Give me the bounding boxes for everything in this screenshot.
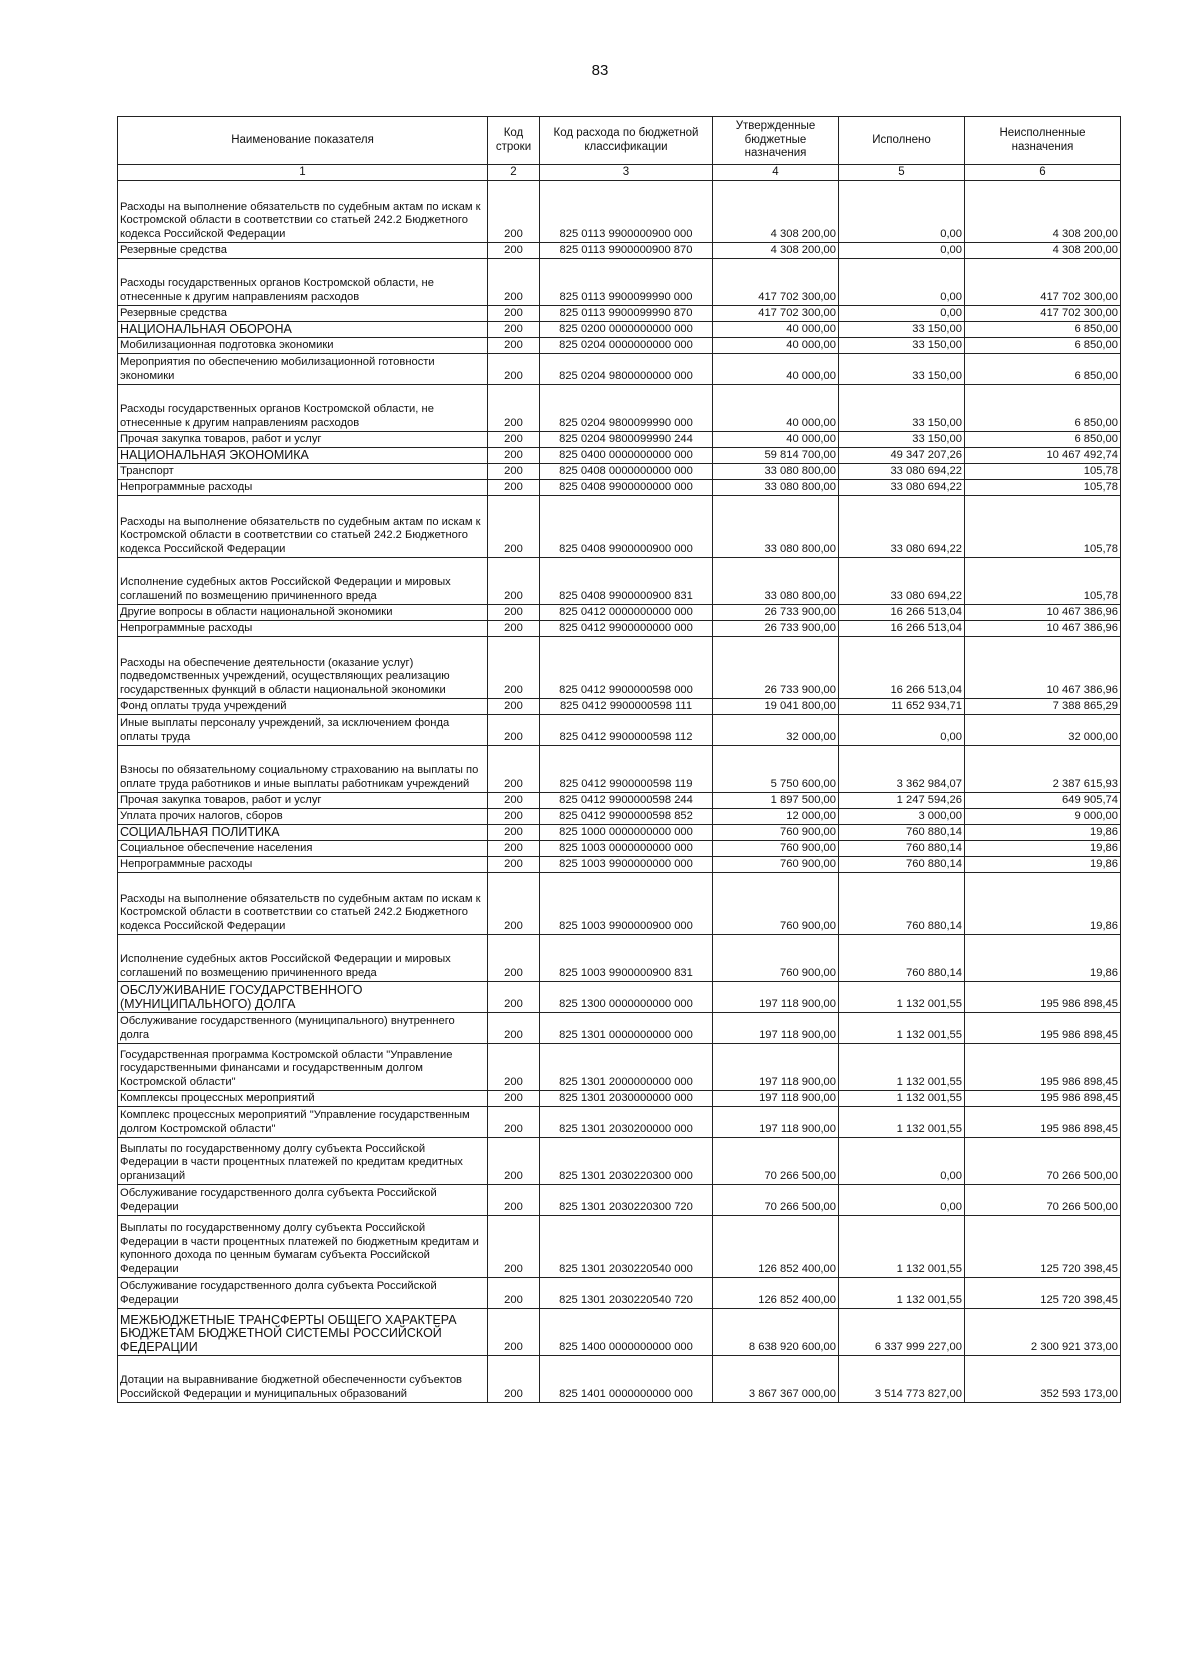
table-row	[118, 181, 1121, 243]
row-unexecuted-amount: 19,86	[965, 857, 1121, 873]
row-unexecuted-amount: 125 720 398,45	[965, 1278, 1121, 1309]
row-executed-amount: 0,00	[839, 715, 965, 746]
column-number: 6	[965, 165, 1121, 181]
row-executed-amount: 0,00	[839, 1185, 965, 1216]
row-name: Иные выплаты персоналу учреждений, за исключением фонда оплаты труда	[118, 715, 488, 746]
row-name: ОБСЛУЖИВАНИЕ ГОСУДАРСТВЕННОГО (МУНИЦИПАЛЬНОГО) ДОЛГА	[118, 982, 488, 1013]
row-unexecuted-amount: 105,78	[965, 464, 1121, 480]
table-row	[118, 432, 1121, 448]
table-row	[118, 306, 1121, 322]
row-name: Фонд оплаты труда учреждений	[118, 699, 488, 715]
row-line-code: 200	[488, 496, 540, 558]
table-row	[118, 935, 1121, 982]
row-name: Прочая закупка товаров, работ и услуг	[118, 432, 488, 448]
column-number: 3	[540, 165, 713, 181]
row-line-code: 200	[488, 181, 540, 243]
row-line-code: 200	[488, 809, 540, 825]
column-number: 4	[713, 165, 839, 181]
row-classification: 825 0113 9900000900 870	[540, 243, 713, 259]
row-approved-amount: 4 308 200,00	[713, 243, 839, 259]
table-row	[118, 1309, 1121, 1356]
row-classification: 825 0113 9900099990 000	[540, 259, 713, 306]
table-row	[118, 1044, 1121, 1091]
row-approved-amount: 197 118 900,00	[713, 1044, 839, 1091]
row-executed-amount: 33 080 694,22	[839, 558, 965, 605]
row-classification: 825 0412 9900000598 244	[540, 793, 713, 809]
row-executed-amount: 33 080 694,22	[839, 496, 965, 558]
row-approved-amount: 33 080 800,00	[713, 480, 839, 496]
row-unexecuted-amount: 105,78	[965, 558, 1121, 605]
row-approved-amount: 33 080 800,00	[713, 464, 839, 480]
table-row	[118, 243, 1121, 259]
row-executed-amount: 1 132 001,55	[839, 1044, 965, 1091]
row-classification: 825 0412 9900000598 119	[540, 746, 713, 793]
row-unexecuted-amount: 195 986 898,45	[965, 982, 1121, 1013]
row-unexecuted-amount: 10 467 386,96	[965, 637, 1121, 699]
row-approved-amount: 40 000,00	[713, 432, 839, 448]
row-line-code: 200	[488, 432, 540, 448]
table-row	[118, 825, 1121, 841]
row-unexecuted-amount: 19,86	[965, 873, 1121, 935]
row-name: МЕЖБЮДЖЕТНЫЕ ТРАНСФЕРТЫ ОБЩЕГО ХАРАКТЕРА БЮДЖЕТАМ БЮДЖЕТНОЙ СИСТЕМЫ РОССИЙСКОЙ ФЕДЕРАЦИИ	[118, 1309, 488, 1356]
row-executed-amount: 0,00	[839, 259, 965, 306]
row-name: Непрограммные расходы	[118, 621, 488, 637]
row-name: Взносы по обязательному социальному страхованию на выплаты по оплате труда работников и иные выплаты работникам учреждений	[118, 746, 488, 793]
row-name: Выплаты по государственному долгу субъекта Российской Федерации в части процентных платежей по бюджетным кредитам и купонного дохода по ценным бумагам субъекта Российской Федерации	[118, 1216, 488, 1278]
row-line-code: 200	[488, 746, 540, 793]
row-unexecuted-amount: 32 000,00	[965, 715, 1121, 746]
row-line-code: 200	[488, 982, 540, 1013]
row-approved-amount: 33 080 800,00	[713, 558, 839, 605]
row-executed-amount: 1 132 001,55	[839, 1091, 965, 1107]
row-name: Расходы на выполнение обязательств по судебным актам по искам к Костромской области в соответствии со статьей 242.2 Бюджетного кодекса Российской Федерации	[118, 873, 488, 935]
row-unexecuted-amount: 417 702 300,00	[965, 259, 1121, 306]
row-name: Расходы на выполнение обязательств по судебным актам по искам к Костромской области в соответствии со статьей 242.2 Бюджетного кодекса Российской Федерации	[118, 496, 488, 558]
row-classification: 825 1003 9900000900 000	[540, 873, 713, 935]
row-unexecuted-amount: 105,78	[965, 480, 1121, 496]
row-classification: 825 1003 9900000900 831	[540, 935, 713, 982]
table-row	[118, 1107, 1121, 1138]
table-row	[118, 715, 1121, 746]
row-line-code: 200	[488, 1138, 540, 1185]
row-unexecuted-amount: 352 593 173,00	[965, 1356, 1121, 1403]
row-approved-amount: 59 814 700,00	[713, 448, 839, 464]
row-executed-amount: 1 247 594,26	[839, 793, 965, 809]
table-row	[118, 621, 1121, 637]
row-approved-amount: 760 900,00	[713, 935, 839, 982]
row-line-code: 200	[488, 243, 540, 259]
row-classification: 825 0412 0000000000 000	[540, 605, 713, 621]
row-classification: 825 1301 2000000000 000	[540, 1044, 713, 1091]
row-line-code: 200	[488, 322, 540, 338]
table-row	[118, 605, 1121, 621]
row-executed-amount: 33 150,00	[839, 338, 965, 354]
row-executed-amount: 1 132 001,55	[839, 1107, 965, 1138]
row-line-code: 200	[488, 385, 540, 432]
row-line-code: 200	[488, 857, 540, 873]
row-unexecuted-amount: 19,86	[965, 841, 1121, 857]
row-classification: 825 0412 9900000598 852	[540, 809, 713, 825]
row-classification: 825 1400 0000000000 000	[540, 1309, 713, 1356]
row-approved-amount: 40 000,00	[713, 385, 839, 432]
row-line-code: 200	[488, 306, 540, 322]
row-unexecuted-amount: 6 850,00	[965, 354, 1121, 385]
row-line-code: 200	[488, 935, 540, 982]
row-approved-amount: 40 000,00	[713, 354, 839, 385]
row-approved-amount: 760 900,00	[713, 857, 839, 873]
row-approved-amount: 70 266 500,00	[713, 1138, 839, 1185]
row-executed-amount: 33 080 694,22	[839, 480, 965, 496]
header-classification: Код расхода по бюджетной классификации	[540, 117, 713, 165]
row-classification: 825 1300 0000000000 000	[540, 982, 713, 1013]
row-line-code: 200	[488, 621, 540, 637]
row-executed-amount: 1 132 001,55	[839, 1013, 965, 1044]
row-approved-amount: 40 000,00	[713, 322, 839, 338]
table-row	[118, 1091, 1121, 1107]
row-line-code: 200	[488, 1356, 540, 1403]
row-line-code: 200	[488, 480, 540, 496]
row-classification: 825 0113 9900000900 000	[540, 181, 713, 243]
row-unexecuted-amount: 7 388 865,29	[965, 699, 1121, 715]
row-unexecuted-amount: 195 986 898,45	[965, 1107, 1121, 1138]
row-name: Обслуживание государственного долга субъекта Российской Федерации	[118, 1185, 488, 1216]
row-executed-amount: 33 080 694,22	[839, 464, 965, 480]
row-line-code: 200	[488, 354, 540, 385]
table-row	[118, 464, 1121, 480]
row-approved-amount: 4 308 200,00	[713, 181, 839, 243]
row-name: Дотации на выравнивание бюджетной обеспеченности субъектов Российской Федерации и муниципальных образований	[118, 1356, 488, 1403]
column-number: 5	[839, 165, 965, 181]
row-line-code: 200	[488, 1309, 540, 1356]
row-executed-amount: 3 000,00	[839, 809, 965, 825]
row-classification: 825 0204 0000000000 000	[540, 338, 713, 354]
row-line-code: 200	[488, 259, 540, 306]
row-name: Комплексы процессных мероприятий	[118, 1091, 488, 1107]
row-classification: 825 1301 0000000000 000	[540, 1013, 713, 1044]
row-approved-amount: 760 900,00	[713, 825, 839, 841]
row-line-code: 200	[488, 1107, 540, 1138]
table-row	[118, 982, 1121, 1013]
row-name: Непрограммные расходы	[118, 480, 488, 496]
row-name: Мобилизационная подготовка экономики	[118, 338, 488, 354]
budget-execution-table	[117, 116, 1121, 1403]
row-name: Расходы на обеспечение деятельности (оказание услуг) подведомственных учреждений, осуществляющих реализацию государственных функций в области национальной экономики	[118, 637, 488, 699]
row-classification: 825 0113 9900099990 870	[540, 306, 713, 322]
row-name: Выплаты по государственному долгу субъекта Российской Федерации в части процентных платежей по кредитам кредитных организаций	[118, 1138, 488, 1185]
row-classification: 825 0204 9800000000 000	[540, 354, 713, 385]
table-row	[118, 1013, 1121, 1044]
table-row	[118, 1278, 1121, 1309]
row-executed-amount: 11 652 934,71	[839, 699, 965, 715]
row-unexecuted-amount: 6 850,00	[965, 432, 1121, 448]
row-unexecuted-amount: 4 308 200,00	[965, 243, 1121, 259]
row-line-code: 200	[488, 793, 540, 809]
row-executed-amount: 0,00	[839, 243, 965, 259]
row-unexecuted-amount: 105,78	[965, 496, 1121, 558]
row-classification: 825 0412 9900000598 111	[540, 699, 713, 715]
row-executed-amount: 760 880,14	[839, 873, 965, 935]
row-line-code: 200	[488, 873, 540, 935]
row-name: Уплата прочих налогов, сборов	[118, 809, 488, 825]
row-name: Расходы государственных органов Костромской области, не отнесенные к другим направлениям расходов	[118, 385, 488, 432]
row-unexecuted-amount: 125 720 398,45	[965, 1216, 1121, 1278]
row-classification: 825 0400 0000000000 000	[540, 448, 713, 464]
row-classification: 825 1003 9900000000 000	[540, 857, 713, 873]
row-name: Исполнение судебных актов Российской Федерации и мировых соглашений по возмещению причиненного вреда	[118, 935, 488, 982]
row-line-code: 200	[488, 1013, 540, 1044]
row-executed-amount: 0,00	[839, 306, 965, 322]
row-approved-amount: 197 118 900,00	[713, 1107, 839, 1138]
row-name: НАЦИОНАЛЬНАЯ ЭКОНОМИКА	[118, 448, 488, 464]
row-executed-amount: 16 266 513,04	[839, 605, 965, 621]
row-unexecuted-amount: 2 387 615,93	[965, 746, 1121, 793]
row-unexecuted-amount: 195 986 898,45	[965, 1091, 1121, 1107]
table-body	[118, 181, 1121, 1403]
row-approved-amount: 26 733 900,00	[713, 637, 839, 699]
row-executed-amount: 760 880,14	[839, 841, 965, 857]
row-unexecuted-amount: 6 850,00	[965, 385, 1121, 432]
row-classification: 825 1301 2030220540 720	[540, 1278, 713, 1309]
row-classification: 825 1301 2030220300 720	[540, 1185, 713, 1216]
table-row	[118, 322, 1121, 338]
table-row	[118, 857, 1121, 873]
row-line-code: 200	[488, 338, 540, 354]
table-row	[118, 699, 1121, 715]
row-approved-amount: 417 702 300,00	[713, 306, 839, 322]
row-approved-amount: 33 080 800,00	[713, 496, 839, 558]
row-name: Резервные средства	[118, 306, 488, 322]
table-row	[118, 1138, 1121, 1185]
table-header-row	[118, 117, 1121, 165]
row-executed-amount: 6 337 999 227,00	[839, 1309, 965, 1356]
row-unexecuted-amount: 70 266 500,00	[965, 1138, 1121, 1185]
row-approved-amount: 40 000,00	[713, 338, 839, 354]
row-unexecuted-amount: 10 467 386,96	[965, 605, 1121, 621]
row-approved-amount: 32 000,00	[713, 715, 839, 746]
row-name: СОЦИАЛЬНАЯ ПОЛИТИКА	[118, 825, 488, 841]
row-executed-amount: 33 150,00	[839, 354, 965, 385]
row-executed-amount: 16 266 513,04	[839, 637, 965, 699]
row-line-code: 200	[488, 699, 540, 715]
row-executed-amount: 0,00	[839, 181, 965, 243]
table-row	[118, 259, 1121, 306]
row-line-code: 200	[488, 825, 540, 841]
row-approved-amount: 126 852 400,00	[713, 1278, 839, 1309]
row-classification: 825 0408 9900000900 831	[540, 558, 713, 605]
row-approved-amount: 760 900,00	[713, 873, 839, 935]
header-unexecuted: Неисполненные назначения	[965, 117, 1121, 165]
row-approved-amount: 197 118 900,00	[713, 1013, 839, 1044]
row-unexecuted-amount: 195 986 898,45	[965, 1044, 1121, 1091]
row-name: Комплекс процессных мероприятий "Управление государственным долгом Костромской области"	[118, 1107, 488, 1138]
row-name: Транспорт	[118, 464, 488, 480]
row-name: Мероприятия по обеспечению мобилизационной готовности экономики	[118, 354, 488, 385]
row-line-code: 200	[488, 448, 540, 464]
table-row	[118, 873, 1121, 935]
row-name: Прочая закупка товаров, работ и услуг	[118, 793, 488, 809]
row-line-code: 200	[488, 558, 540, 605]
row-executed-amount: 33 150,00	[839, 432, 965, 448]
row-approved-amount: 197 118 900,00	[713, 982, 839, 1013]
row-classification: 825 0412 9900000000 000	[540, 621, 713, 637]
row-executed-amount: 760 880,14	[839, 857, 965, 873]
row-unexecuted-amount: 10 467 492,74	[965, 448, 1121, 464]
table-row	[118, 558, 1121, 605]
row-approved-amount: 19 041 800,00	[713, 699, 839, 715]
row-line-code: 200	[488, 1185, 540, 1216]
row-name: Обслуживание государственного долга субъекта Российской Федерации	[118, 1278, 488, 1309]
row-approved-amount: 8 638 920 600,00	[713, 1309, 839, 1356]
table-row	[118, 385, 1121, 432]
row-approved-amount: 26 733 900,00	[713, 605, 839, 621]
table-row	[118, 480, 1121, 496]
header-name: Наименование показателя	[118, 117, 488, 165]
row-classification: 825 1301 2030220300 000	[540, 1138, 713, 1185]
table-row	[118, 637, 1121, 699]
row-executed-amount: 1 132 001,55	[839, 982, 965, 1013]
row-executed-amount: 1 132 001,55	[839, 1216, 965, 1278]
row-executed-amount: 49 347 207,26	[839, 448, 965, 464]
row-classification: 825 1301 2030220540 000	[540, 1216, 713, 1278]
table-row	[118, 1216, 1121, 1278]
column-number: 2	[488, 165, 540, 181]
row-executed-amount: 33 150,00	[839, 322, 965, 338]
table-row	[118, 841, 1121, 857]
row-executed-amount: 760 880,14	[839, 825, 965, 841]
page-number: 83	[591, 62, 609, 79]
row-unexecuted-amount: 70 266 500,00	[965, 1185, 1121, 1216]
row-executed-amount: 760 880,14	[839, 935, 965, 982]
row-classification: 825 1003 0000000000 000	[540, 841, 713, 857]
row-line-code: 200	[488, 715, 540, 746]
row-name: Непрограммные расходы	[118, 857, 488, 873]
row-name: Расходы на выполнение обязательств по судебным актам по искам к Костромской области в соответствии со статьей 242.2 Бюджетного кодекса Российской Федерации	[118, 181, 488, 243]
table-row	[118, 809, 1121, 825]
row-approved-amount: 5 750 600,00	[713, 746, 839, 793]
table-row	[118, 354, 1121, 385]
row-executed-amount: 3 362 984,07	[839, 746, 965, 793]
row-line-code: 200	[488, 464, 540, 480]
row-approved-amount: 126 852 400,00	[713, 1216, 839, 1278]
table-row	[118, 496, 1121, 558]
row-unexecuted-amount: 10 467 386,96	[965, 621, 1121, 637]
table-row	[118, 746, 1121, 793]
row-line-code: 200	[488, 841, 540, 857]
row-classification: 825 1301 2030200000 000	[540, 1107, 713, 1138]
row-executed-amount: 3 514 773 827,00	[839, 1356, 965, 1403]
table-row	[118, 793, 1121, 809]
row-unexecuted-amount: 19,86	[965, 825, 1121, 841]
row-unexecuted-amount: 4 308 200,00	[965, 181, 1121, 243]
row-line-code: 200	[488, 1278, 540, 1309]
row-unexecuted-amount: 195 986 898,45	[965, 1013, 1121, 1044]
row-unexecuted-amount: 6 850,00	[965, 338, 1121, 354]
row-name: Обслуживание государственного (муниципального) внутреннего долга	[118, 1013, 488, 1044]
table-row	[118, 448, 1121, 464]
row-classification: 825 1401 0000000000 000	[540, 1356, 713, 1403]
row-executed-amount: 33 150,00	[839, 385, 965, 432]
row-approved-amount: 12 000,00	[713, 809, 839, 825]
table-row	[118, 1356, 1121, 1403]
row-unexecuted-amount: 9 000,00	[965, 809, 1121, 825]
row-name: Расходы государственных органов Костромской области, не отнесенные к другим направлениям расходов	[118, 259, 488, 306]
row-classification: 825 0408 9900000000 000	[540, 480, 713, 496]
row-approved-amount: 197 118 900,00	[713, 1091, 839, 1107]
row-executed-amount: 16 266 513,04	[839, 621, 965, 637]
row-approved-amount: 70 266 500,00	[713, 1185, 839, 1216]
column-number: 1	[118, 165, 488, 181]
row-unexecuted-amount: 417 702 300,00	[965, 306, 1121, 322]
row-line-code: 200	[488, 1044, 540, 1091]
row-name: Социальное обеспечение населения	[118, 841, 488, 857]
row-approved-amount: 760 900,00	[713, 841, 839, 857]
row-line-code: 200	[488, 605, 540, 621]
row-unexecuted-amount: 6 850,00	[965, 322, 1121, 338]
row-line-code: 200	[488, 637, 540, 699]
row-executed-amount: 1 132 001,55	[839, 1278, 965, 1309]
row-line-code: 200	[488, 1216, 540, 1278]
row-approved-amount: 3 867 367 000,00	[713, 1356, 839, 1403]
row-unexecuted-amount: 649 905,74	[965, 793, 1121, 809]
header-executed: Исполнено	[839, 117, 965, 165]
row-classification: 825 0200 0000000000 000	[540, 322, 713, 338]
table-row	[118, 1185, 1121, 1216]
row-approved-amount: 26 733 900,00	[713, 621, 839, 637]
column-number-row	[118, 165, 1121, 181]
header-approved: Утвержденные бюджетные назначения	[713, 117, 839, 165]
row-unexecuted-amount: 2 300 921 373,00	[965, 1309, 1121, 1356]
row-classification: 825 0408 9900000900 000	[540, 496, 713, 558]
row-classification: 825 0408 0000000000 000	[540, 464, 713, 480]
table-row	[118, 338, 1121, 354]
row-classification: 825 0204 9800099990 000	[540, 385, 713, 432]
row-unexecuted-amount: 19,86	[965, 935, 1121, 982]
header-line-code: Код строки	[488, 117, 540, 165]
row-line-code: 200	[488, 1091, 540, 1107]
row-name: НАЦИОНАЛЬНАЯ ОБОРОНА	[118, 322, 488, 338]
row-classification: 825 1000 0000000000 000	[540, 825, 713, 841]
row-name: Другие вопросы в области национальной экономики	[118, 605, 488, 621]
row-name: Исполнение судебных актов Российской Федерации и мировых соглашений по возмещению причиненного вреда	[118, 558, 488, 605]
row-classification: 825 0412 9900000598 112	[540, 715, 713, 746]
row-classification: 825 0412 9900000598 000	[540, 637, 713, 699]
row-approved-amount: 417 702 300,00	[713, 259, 839, 306]
row-approved-amount: 1 897 500,00	[713, 793, 839, 809]
row-name: Государственная программа Костромской области "Управление государственными финансами и государственным долгом Костромской области"	[118, 1044, 488, 1091]
row-executed-amount: 0,00	[839, 1138, 965, 1185]
row-classification: 825 1301 2030000000 000	[540, 1091, 713, 1107]
row-name: Резервные средства	[118, 243, 488, 259]
row-classification: 825 0204 9800099990 244	[540, 432, 713, 448]
